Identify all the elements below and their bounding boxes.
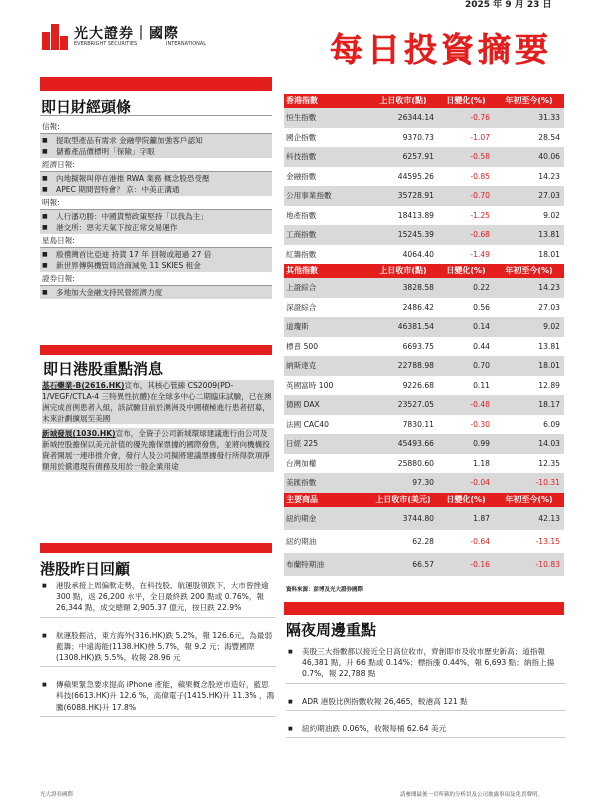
hk-index-cell: 科技指數 [286,152,317,161]
headline-group [40,134,272,158]
headline-item: ■ 多地加大金融支持民營經濟力度 [40,287,272,298]
hk-index-row [284,186,564,206]
global-index-cell: 9.02 [543,322,560,331]
global-index-row [284,337,564,357]
review-item: ■ 傳蘋果緊急要求提高 iPhone 產能，蘋果概念股逆市造好，藍思科技(6613.HK)升 12.6 %，高偉電子(1415.HK)升 11.3% ，鴻騰(6088.HK)升 17.8% [40,679,276,717]
hk-index-cell: 18.01 [538,249,560,259]
stock-news-text: 宣布，其核心管線 CS2009(PD-1/VEGF/CTLA-4 三特異性抗體)在全球多中心二期臨床試驗，已在澳洲完成首例患者入組，該試驗目前於澳洲及中國積極進行患者招募，未來計劃擴展至美國 [42,381,272,423]
hk-index-cell: -1.07 [470,132,490,142]
commodity-header [284,493,564,507]
headline-item: ■ 提取型產品有需求 金融學院籲加強客戶認知 [40,135,272,146]
table-source: 資料來源：彭博及光大證券國際 [286,587,364,593]
hk-index-row [284,245,564,265]
footer-right: 請參閱最後一頁所載的分析員及公司披露事項及免責聲明。 [400,792,544,798]
commodity-cell: 66.57 [412,559,434,569]
global-index-cell: -0.04 [470,478,490,487]
global-index-cell: 12.89 [538,380,560,390]
stock-news-bar [40,345,272,355]
overnight-list [286,646,566,750]
global-index-cell: 0.99 [473,439,490,448]
masthead-title: 每日投資摘要 [330,30,552,69]
global-index-row [284,473,564,493]
headlines-bar [40,77,272,91]
global-index-header [284,264,564,278]
global-index-cell: 1.18 [473,458,490,468]
stock-news-company: 基石藥業-B(2616.HK) [42,381,125,390]
global-index-cell: 13.81 [538,341,560,351]
brand-en2: INTERNATIONAL [166,41,207,47]
hk-index-cell: -0.76 [470,113,490,122]
global-index-cell: 美匯指數 [286,478,317,487]
hk-index-cell: -1.49 [470,249,490,259]
global-index-row [284,434,564,454]
hk-index-cell: 13.81 [538,230,560,239]
headline-group [40,286,272,299]
global-index-cell: 法國 CAC40 [286,419,329,429]
headline-item: ■ 新世界傳與機管局洽商減免 11 SKIES 租金 [40,260,272,271]
hk-index-cell: 國企指數 [286,132,317,142]
footer-left: 光大證券國際 [40,792,74,798]
headline-item: ■ APEC 期間習特會？ 京：中美正溝通 [40,184,272,195]
hk-index-cell: 4064.40 [402,249,434,259]
hk-index-row [284,108,564,128]
stock-news-text: 宣布，全資子公司新城環球建議進行由公司及新城控股擔保以美元計值的優先擔保票據的國際發售，並將向機構投資者開展一連串推介會，發行人及公司擬將建議票據發行所得款項淨額用於償還現有債務及用於一般企業用途 [42,429,270,471]
hk-index-cell: 紅籌指數 [286,249,317,259]
stock-news-item [42,428,274,473]
hk-index-cell: 15245.39 [397,230,434,239]
hk-index-header [284,94,564,108]
headline-source: 證券日報: [40,272,272,286]
headline-source: 明報: [40,196,272,210]
global-index-cell: 46381.54 [397,322,434,331]
overnight-item: ■ 紐約期油跌 0.06%，收報每桶 62.64 美元 [286,723,566,738]
global-index-cell: 27.03 [538,302,560,312]
commodity-cell: -10.83 [535,559,560,569]
global-index-cell: 45493.66 [397,439,434,448]
hk-index-cell: 地產指數 [286,210,317,220]
review-item: ■ 航運股捱沽，東方海外(316.HK)跌 5.2%，報 126.6元，為最弱藍籌；中遠海能(1138.HK)挫 5.7%，報 9.2 元；海豐國際(1308.HK)跌 5.5%，收報 28.96 元 [40,630,276,668]
brand-logo [42,24,212,54]
global-index-cell: 標普 500 [286,341,319,351]
hk-index-cell: -0.70 [470,191,490,200]
hk-index-header-cell: 上日收市(點) [379,96,427,105]
hk-index-cell: 9370.73 [402,132,434,142]
commodity-row [284,507,564,530]
hk-index-cell: 44595.26 [397,171,434,181]
global-index-row [284,376,564,396]
commodity-header-cell: 上日收市(美元) [375,494,431,504]
overnight-title: 隔夜周邊重點 [286,621,377,639]
hk-index-cell: -0.85 [470,171,490,181]
hk-index-cell: -1.25 [470,210,490,220]
headline-item: ■ 內地擬報叫停在港推 RWA 業務 概念股恐受壓 [40,173,272,184]
global-index-cell: 23527.05 [397,400,434,409]
global-index-cell: 22788.98 [397,361,434,370]
hk-index-cell: -0.58 [470,152,490,161]
global-index-cell: 台灣加權 [286,458,317,468]
headline-item: ■ 人行潘功勝：中國貨幣政策堅持「以我為主」 [40,211,272,222]
headline-group [40,248,272,272]
hk-index-row [284,147,564,167]
headlines-title: 即日財經頭條 [41,98,132,116]
review-bar [40,543,272,553]
global-index-cell: 7830.11 [402,419,434,429]
commodity-row [284,530,564,553]
overnight-bar [284,602,564,615]
headline-group [40,210,272,234]
global-index-cell: 2486.42 [402,302,434,312]
brand-en: EVERBRIGHT SECURITIES [74,41,138,47]
global-index-cell: 德國 DAX [286,400,320,409]
commodity-cell: 1.87 [473,513,490,523]
global-index-row [284,317,564,337]
headline-item: ■ 儲蓄產品價標明「保險」字眼 [40,146,272,157]
hk-index-row [284,206,564,226]
commodity-row [284,553,564,576]
hk-index-cell: 9.02 [543,210,560,220]
global-index-row [284,454,564,474]
commodity-cell: 紐約期油 [286,536,317,546]
global-index-cell: 9226.68 [402,380,434,390]
commodity-header-cell: 主要商品 [286,494,318,504]
commodity-cell: 3744.80 [402,513,434,523]
index-tables [284,94,564,576]
brand-cn: 光大證券｜國際 [74,26,179,42]
stock-news-item [42,380,274,425]
global-index-header-cell: 上日收市(點) [379,266,427,275]
review-item: ■ 港股承接上周偏軟走勢，在科技股、航運股領跌下，大市曾挫逾 300 點，返 26,200 水平，全日最終跌 200 點或 0.76%，報 26,344 點，成交總額 2,905.37 億元，按日跌 22.9% [40,580,276,618]
global-index-cell: -0.30 [470,419,490,429]
headline-item: ■ 殷禮灣首比亞迪 持貨 17 年 回報或超過 27 倍 [40,249,272,260]
hk-index-row [284,167,564,187]
hk-index-cell: 6257.91 [402,152,434,161]
commodity-cell: 62.28 [412,536,434,546]
hk-index-cell: 26344.14 [397,113,434,122]
hk-index-cell: 28.54 [538,132,560,142]
hk-index-cell: -0.68 [470,230,490,239]
commodity-header-cell: 日變化(%) [446,494,486,504]
divider [40,115,272,116]
review-list [40,580,276,729]
global-index-cell: 18.01 [538,361,560,370]
global-index-cell: 英國富時 100 [286,380,334,390]
commodity-cell: 紐約期金 [286,513,317,523]
hk-index-row [284,128,564,148]
commodity-cell: -13.15 [535,536,560,546]
hk-index-cell: 27.03 [538,191,560,200]
commodity-header-cell: 年初至今(%) [505,494,553,504]
global-index-cell: 日經 225 [286,439,319,448]
global-index-cell: 0.11 [473,380,490,390]
headlines-list [40,120,272,299]
global-index-cell: 0.56 [473,302,490,312]
global-index-header-cell: 日變化(%) [446,266,486,275]
hk-index-header-cell: 香港指數 [286,96,318,105]
global-index-cell: 上證綜合 [286,283,317,292]
global-index-row [284,395,564,415]
global-index-cell: 12.35 [538,458,560,468]
global-index-cell: 14.03 [538,439,560,448]
hk-index-header-cell: 日變化(%) [446,96,486,105]
global-index-cell: 道瓊斯 [286,322,309,331]
global-index-cell: -0.48 [470,400,490,409]
global-index-cell: 14.23 [538,283,560,292]
hk-index-header-cell: 年初至今(%) [505,96,553,105]
commodity-cell: 42.13 [538,513,560,523]
hk-index-cell: 恒生指數 [286,113,317,122]
hk-index-cell: 公用事業指數 [286,191,332,200]
global-index-row [284,278,564,298]
global-index-cell: 6.09 [543,419,560,429]
commodity-cell: -0.64 [470,536,490,546]
global-index-cell: 納斯達克 [286,361,317,370]
report-date: 2025 年 9 月 23 日 [465,0,552,10]
global-index-cell: 97.30 [412,478,434,487]
hk-index-cell: 40.06 [538,152,560,161]
global-index-cell: 0.22 [473,283,490,292]
global-index-cell: 18.17 [538,400,560,409]
stock-news-company: 新城發展(1030.HK) [42,429,116,438]
logo-icon [42,24,68,50]
stock-news-list [42,380,274,476]
global-index-row [284,298,564,318]
hk-index-cell: 14.23 [538,171,560,181]
hk-index-cell: 工商指數 [286,230,317,239]
global-index-cell: 3828.58 [402,283,434,292]
commodity-cell: -0.16 [470,559,490,569]
overnight-item: ■ ADR 港股比例指數收報 26,465，較港高 121 點 [286,696,566,711]
hk-index-cell: 金融指數 [286,171,317,181]
global-index-cell: 6693.75 [402,341,434,351]
global-index-header-cell: 年初至今(%) [505,266,553,275]
hk-index-cell: 18413.89 [397,210,434,220]
headline-source: 星島日報: [40,234,272,248]
global-index-row [284,415,564,435]
overnight-item: ■ 美股三大指數都以接近全日高位收市，齊創即市及收市歷史新高；道指報 46,381 點，升 66 點或 0.14%；標指漲 0.44%，報 6,693 點；納指上揚 0.7%，報 22,788 點 [286,646,566,684]
global-index-row [284,356,564,376]
global-index-cell: 0.14 [473,322,490,331]
global-index-cell: 0.44 [473,341,490,351]
review-title: 港股昨日回顧 [40,560,131,578]
commodity-cell: 布蘭特期油 [286,559,324,569]
headline-item: ■ 港交所：惡劣天氣下按正常交易運作 [40,222,272,233]
headline-group [40,172,272,196]
global-index-cell: 0.70 [473,361,490,370]
hk-index-cell: 31.33 [538,113,560,122]
global-index-cell: -10.31 [535,478,560,487]
global-index-header-cell: 其他指數 [286,266,318,275]
headline-source: 經濟日報: [40,158,272,172]
hk-index-row [284,225,564,245]
hk-index-cell: 35728.91 [397,191,434,200]
headline-source: 信報: [40,120,272,134]
global-index-cell: 25880.60 [397,458,434,468]
stock-news-title: 即日港股重點消息 [43,360,164,378]
global-index-cell: 深證綜合 [286,302,317,312]
